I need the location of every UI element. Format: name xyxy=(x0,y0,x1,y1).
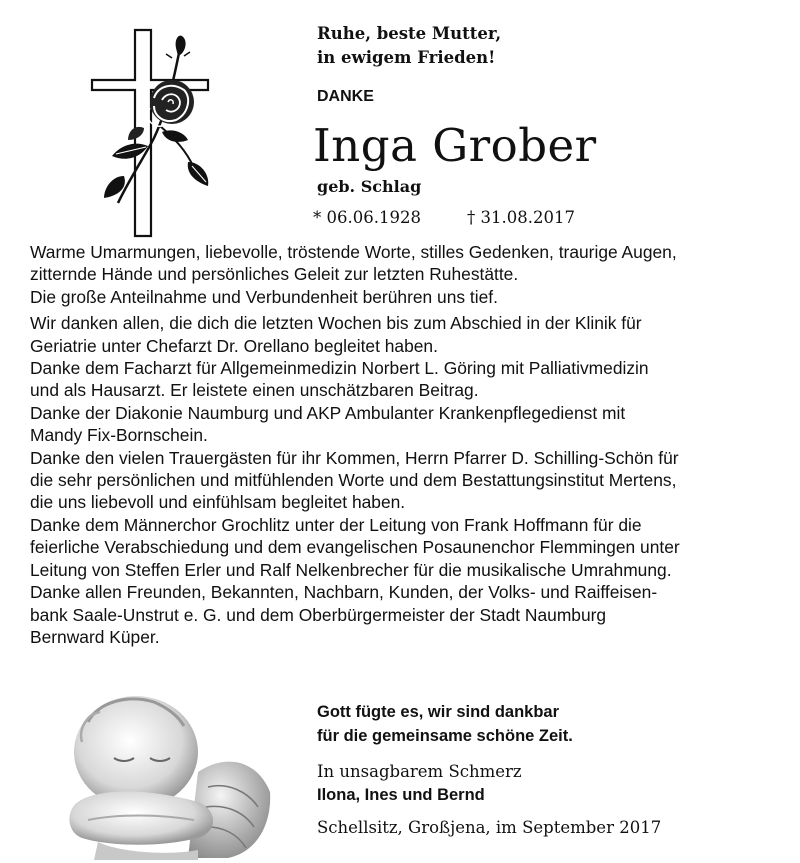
family-names: Ilona, Ines und Bernd xyxy=(317,786,485,804)
motto xyxy=(317,22,501,70)
mourning-phrase: In unsagbarem Schmerz xyxy=(317,762,522,781)
text-line: Bernward Küper. xyxy=(30,626,160,647)
text-line: Geriatrie unter Chefarzt Dr. Orellano begleitet haben. xyxy=(30,335,438,356)
text-line: Danke der Diakonie Naumburg und AKP Ambulanter Krankenpflegedienst mit xyxy=(30,402,626,423)
text-line: Warme Umarmungen, liebevolle, tröstende Worte, stilles Gedenken, traurige Augen, xyxy=(30,242,677,262)
text-line: die sehr persönlichen und mitfühlenden Worte und dem Bestattungsinstitut Mertens, xyxy=(30,470,677,491)
text-line: Danke den vielen Trauergästen für ihr Kommen, Herrn Pfarrer D. Schilling-Schön für xyxy=(30,447,679,468)
text-line: Danke allen Freunden, Bekannten, Nachbarn, Kunden, der Volks- und Raiffeisen- xyxy=(30,582,658,603)
heading-danke: DANKE xyxy=(317,88,374,105)
deceased-name: Inga Grober xyxy=(313,119,597,172)
motto-line-1: Ruhe, beste Mutter, xyxy=(317,24,502,43)
thanks-paragraph xyxy=(30,241,780,308)
text-line: die uns liebevoll und einfühlsam begleitet haben. xyxy=(30,492,406,513)
birth-name: geb. Schlag xyxy=(317,177,422,196)
text-line: zitternde Hände und persönliches Geleit zur letzten Ruhestätte. xyxy=(30,264,519,285)
closing-text xyxy=(317,700,573,748)
place-and-date: Schellsitz, Großjena, im September 2017 xyxy=(317,818,662,837)
thanks-paragraph xyxy=(30,312,780,648)
text-line: bank Saale-Unstrut e. G. und dem Oberbürgermeister der Stadt Naumburg xyxy=(30,604,607,625)
text-line: Danke dem Facharzt für Allgemeinmedizin Norbert L. Göring mit Palliativmedizin xyxy=(30,358,649,379)
closing-line-2: für die gemeinsame schöne Zeit. xyxy=(317,727,573,745)
cross-with-rose-icon xyxy=(88,28,218,240)
thanks-body xyxy=(30,241,780,648)
text-line: und als Hausarzt. Er leistete einen unschätzbaren Beitrag. xyxy=(30,380,479,401)
text-line: Die große Anteilnahme und Verbundenheit berühren uns tief. xyxy=(30,286,498,307)
death-date: † 31.08.2017 xyxy=(467,208,575,227)
text-line: Wir danken allen, die dich die letzten Wochen bis zum Abschied in der Klinik für xyxy=(30,313,642,334)
motto-line-2: in ewigem Frieden! xyxy=(317,48,496,67)
birth-date: * 06.06.1928 xyxy=(313,208,421,227)
text-line: feierliche Verabschiedung und dem evangelischen Posaunenchor Flemmingen unter xyxy=(30,537,680,558)
text-line: Danke dem Männerchor Grochlitz unter der Leitung von Frank Hoffmann für die xyxy=(30,514,642,535)
closing-line-1: Gott fügte es, wir sind dankbar xyxy=(317,703,560,721)
text-line: Mandy Fix-Bornschein. xyxy=(30,425,208,446)
angel-figure-icon xyxy=(58,692,273,860)
text-line: Leitung von Steffen Erler und Ralf Nelkenbrecher für die musikalische Umrahmung. xyxy=(30,559,672,580)
